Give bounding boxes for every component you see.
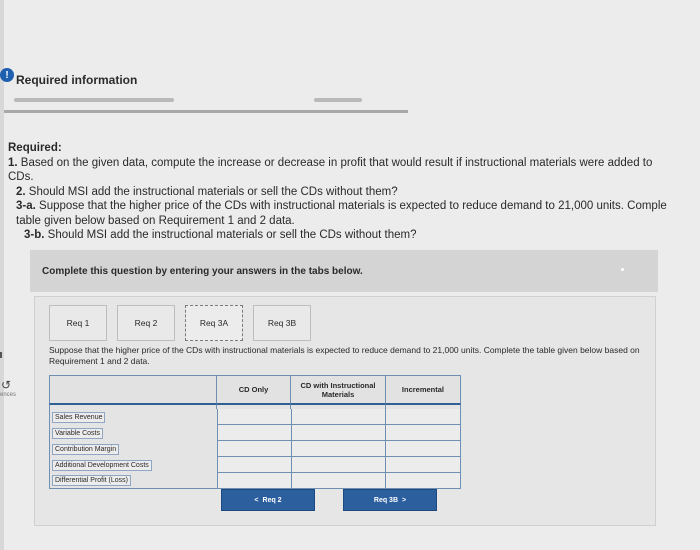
input-contribution-margin-incremental[interactable] [385,441,461,457]
prompt-text: Suppose that the higher price of the CDs with instructional materials is expected to reduce demand to 21,000 units. Complete the table given below based on Requirement 1 and 2 data. [49,345,640,366]
input-differential-profit-with-materials[interactable] [291,473,385,489]
tab-req-1[interactable]: Req 1 [49,305,107,341]
input-differential-profit-incremental[interactable] [385,473,461,489]
row-label-wrap [49,457,217,473]
table-row [49,409,461,425]
input-variable-costs-incremental[interactable] [385,425,461,441]
requirement-1: 1. Based on the given data, compute the increase or decrease in profit that would result if instructional materials were added to [8,156,653,169]
next-req-3b-button[interactable] [343,489,437,511]
blurred-text-line [14,98,174,102]
references-label[interactable]: ences [0,392,17,398]
input-additional-costs-with-materials[interactable] [291,457,385,473]
input-variable-costs-cd-only[interactable] [217,425,291,441]
input-additional-costs-incremental[interactable] [385,457,461,473]
input-sales-revenue-cd-only[interactable] [217,409,291,425]
row-label-wrap [49,473,217,489]
tab-req-2[interactable]: Req 2 [117,305,175,341]
chevron-left-icon: < [254,496,259,504]
tab-req-3a[interactable]: Req 3A [185,305,243,341]
instruction-text: Complete this question by entering your answers in the tabs below. [42,266,363,277]
row-label-wrap [49,425,217,441]
table-row [49,425,461,441]
row-label-wrap [49,441,217,457]
row-label-differential-profit: Differential Profit (Loss) [52,475,131,486]
table-row [49,457,461,473]
requirement-3b: 3-b. Should MSI add the instructional materials or sell the CDs without them? [24,229,417,241]
table-row [49,473,461,489]
row-label-wrap [49,409,217,425]
instruction-banner [30,250,658,292]
input-additional-costs-cd-only[interactable] [217,457,291,473]
requirement-3a-cont: table given below based on Requirement 1 and 2 data. [16,214,295,227]
table-header-row [49,375,461,405]
prev-req-2-button[interactable] [221,489,315,511]
side-marker [0,352,2,358]
input-contribution-margin-with-materials[interactable] [291,441,385,457]
header-incremental: Incremental [385,375,461,405]
undo-icon[interactable]: ↺ [1,378,12,392]
required-information-title: Required information [16,73,138,87]
input-sales-revenue-with-materials[interactable] [291,409,385,425]
header-blank [49,375,216,405]
row-label-additional-development-costs: Additional Development Costs [52,460,152,471]
row-label-contribution-margin: Contribution Margin [52,444,119,455]
requirement-3a: 3-a. Suppose that the higher price of the CDs with instructional materials is expected to reduce demand to 21,000 units. Comple [16,200,667,212]
divider [4,110,408,113]
header-cd-only: CD Only [216,375,290,405]
next-button-label: Req 3B [373,496,399,504]
analysis-table [49,375,461,489]
input-differential-profit-cd-only[interactable] [217,473,291,489]
requirements-block [8,141,700,243]
input-contribution-margin-cd-only[interactable] [217,441,291,457]
info-icon: ! [0,68,14,82]
requirement-1-cont: CDs. [8,171,34,183]
left-edge-strip [0,0,4,550]
question-panel [34,296,656,526]
row-label-variable-costs: Variable Costs [52,428,103,439]
table-row [49,441,461,457]
row-label-sales-revenue: Sales Revenue [52,412,105,423]
tab-req-3b[interactable]: Req 3B [253,305,311,341]
requirement-2: 2. Should MSI add the instructional materials or sell the CDs without them? [16,185,398,198]
required-heading: Required: [8,142,62,154]
prev-button-label: Req 2 [262,496,282,504]
header-cd-with-materials: CD with Instructional Materials [290,375,385,405]
input-variable-costs-with-materials[interactable] [291,425,385,441]
chevron-right-icon: > [402,496,407,504]
blurred-text-line [314,98,362,102]
input-sales-revenue-incremental[interactable] [385,409,461,425]
speck [621,268,624,271]
